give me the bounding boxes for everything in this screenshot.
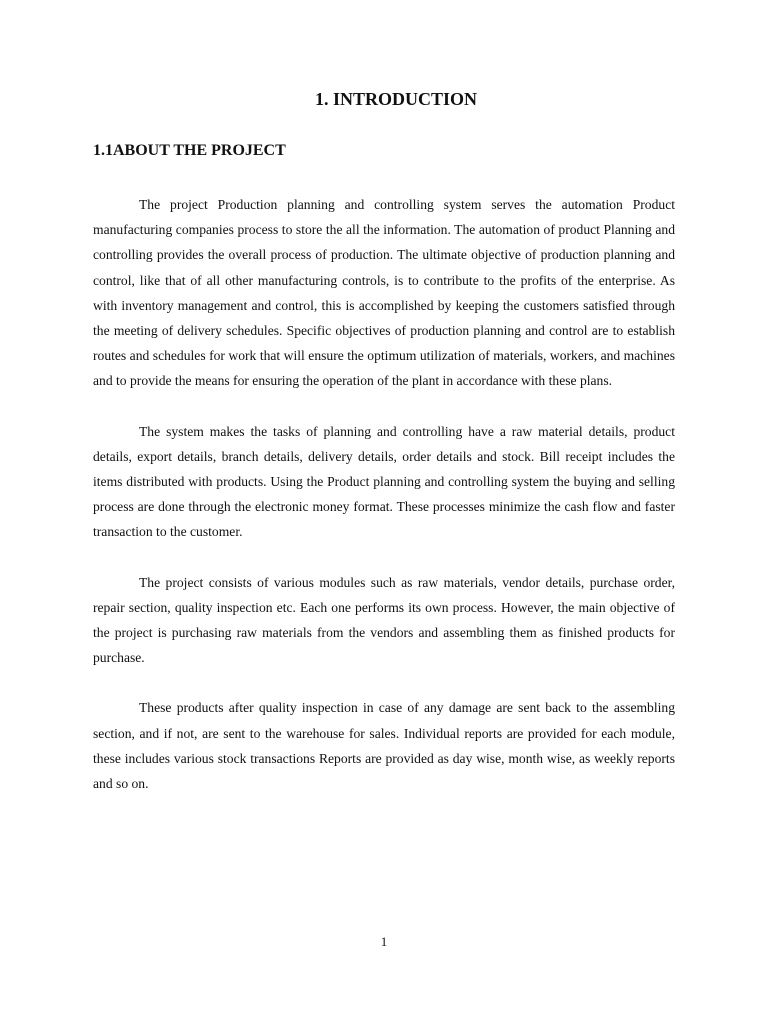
paragraph: The project Production planning and controlling system serves the automation Product manufacturing companies process to store the all the information. The automation of product Planning and controlling provides the overall process of production. The ultimate objective of production planning and control, like that of all other manufacturing controls, is to contribute to the profits of the enterprise. As with inventory management and control, this is accomplished by keeping the customers satisfied through the meeting of delivery schedules. Specific objectives of production planning and control are to establish routes and schedules for work that will ensure the optimum utilization of materials, workers, and machines and to provide the means for ensuring the operation of the plant in accordance with these plans. [93,197,675,389]
body-text [93,192,675,821]
paragraph: The system makes the tasks of planning and controlling have a raw material details, product details, export details, branch details, delivery details, order details and stock. Bill receipt includes the items distributed with products. Using the Product planning and controlling system the buying and selling process are done through the electronic money format. These processes minimize the cash flow and faster transaction to the customer. [93,423,675,540]
chapter-title: 1. INTRODUCTION [314,89,478,109]
paragraph: The project consists of various modules such as raw materials, vendor details, purchase order, repair section, quality inspection etc. Each one performs its own process. However, the main objective of the project is purchasing raw materials from the vendors and assembling them as finished products for purchase. [93,574,675,666]
page-number: 1 [380,934,388,949]
paragraph: These products after quality inspection in case of any damage are sent back to the assembling section, and if not, are sent to the warehouse for sales. Individual reports are provided for each module, these includes various stock transactions Reports are provided as day wise, month wise, as weekly reports and so on. [93,700,675,792]
section-title: 1.1ABOUT THE PROJECT [93,142,286,159]
